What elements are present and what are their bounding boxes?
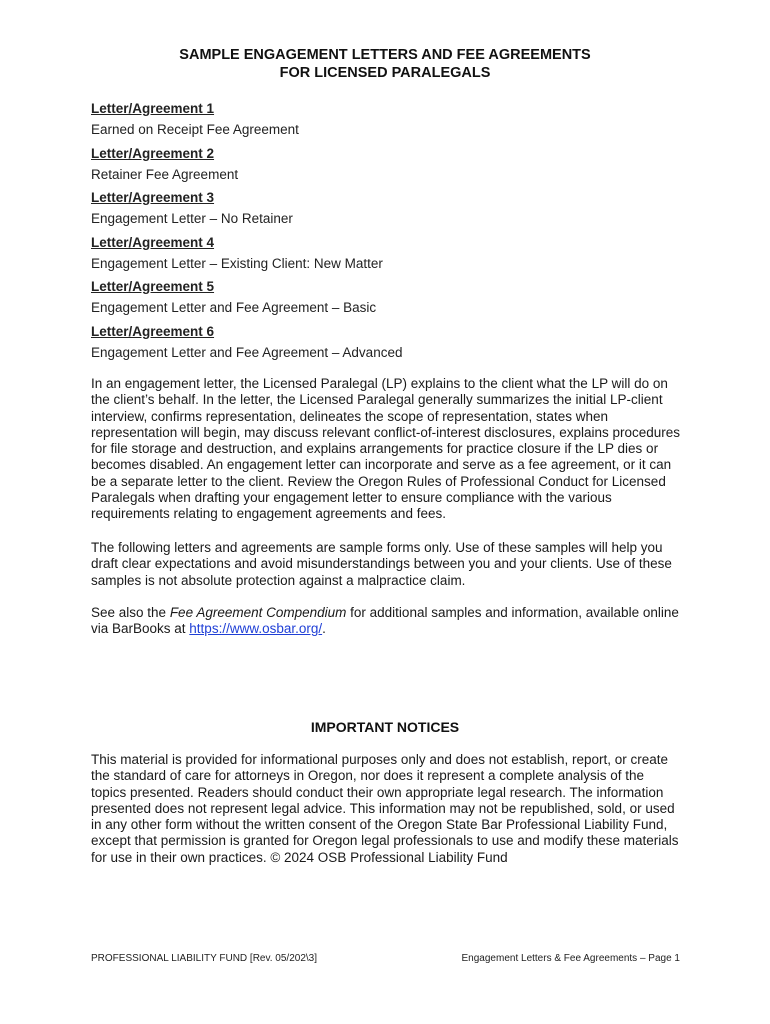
compendium-title: Fee Agreement Compendium [169,605,347,620]
agreement-heading: Letter/Agreement 4 [91,234,215,250]
footer-left: PROFESSIONAL LIABILITY FUND [Rev. 05/202\3] [91,953,318,964]
title-line-2: FOR LICENSED PARALEGALS [279,64,491,81]
agreement-entry-5 [91,278,691,323]
engagement-letter-paragraph: In an engagement letter, the Licensed Paralegal (LP) explains to the client what the LP will do on the client’s behalf. In the letter, the Licensed Paralegal generally summarizes the initial LP-client interview, confirms representation, delineates the scope of representation, states when representation will begin, may discuss relevant conflict-of-interest disclosures, explains procedures for file storage and destruction, and explains arrangements for practice closure if the LP dies or becomes disabled. An engagement letter can incorporate and serve as a fee agreement, or it can be a separate letter to the client. Review the Oregon Rules of Professional Conduct for Licensed Paralegals when drafting your engagement letter to ensure compliance with the various requirements relating to engagement agreements and fees. [91,376,681,522]
agreement-entry-6 [91,323,691,368]
important-notices-paragraph: This material is provided for informational purposes only and does not establish, report, or create the standard of care for attorneys in Oregon, nor does it represent a complete analysis of the topics presented. Readers should conduct their own appropriate legal research. The information presented does not represent legal advice. This information may not be republished, sold, or used in any other form without the written consent of the Oregon State Bar Professional Liability Fund, except that permission is granted for Oregon legal professionals to use and modify these materials for use in their own practices. © 2024 OSB Professional Liability Fund [91,752,679,865]
agreement-description: Earned on Receipt Fee Agreement [91,122,299,137]
agreement-heading: Letter/Agreement 3 [91,190,215,205]
agreement-entry-4 [91,234,691,279]
document-title [0,47,770,82]
see-also-paragraph [91,605,683,638]
agreement-description: Engagement Letter – No Retainer [91,211,293,226]
agreement-entry-2 [91,145,691,190]
footer-right: Engagement Letters & Fee Agreements – Page 1 [461,953,680,964]
agreement-entry-3 [91,189,691,234]
see-also-suffix: . [322,621,326,637]
agreement-heading: Letter/Agreement 6 [91,323,215,339]
agreement-description: Engagement Letter – Existing Client: New Matter [91,255,383,271]
agreement-heading: Letter/Agreement 5 [91,279,215,294]
agreement-list [91,100,691,367]
agreement-heading: Letter/Agreement 1 [91,101,215,116]
agreement-heading: Letter/Agreement 2 [91,145,215,161]
see-also-prefix: See also the [91,605,170,620]
osbar-link[interactable]: https://www.osbar.org/ [189,621,323,637]
title-line-1: SAMPLE ENGAGEMENT LETTERS AND FEE AGREEMENTS [179,47,591,63]
see-also-middle: for additional samples and information, available online via BarBooks at [91,605,679,637]
sample-forms-paragraph: The following letters and agreements are sample forms only. Use of these samples will help you draft clear expectations and avoid misunderstandings between you and your clients. Use of these samples is not absolute protection against a malpractice claim. [91,540,672,588]
agreement-description: Engagement Letter and Fee Agreement – Basic [91,300,377,315]
agreement-description: Retainer Fee Agreement [91,166,239,182]
agreement-entry-1 [91,100,691,145]
agreement-description: Engagement Letter and Fee Agreement – Advanced [91,344,403,360]
important-notices-heading: IMPORTANT NOTICES [310,719,460,735]
